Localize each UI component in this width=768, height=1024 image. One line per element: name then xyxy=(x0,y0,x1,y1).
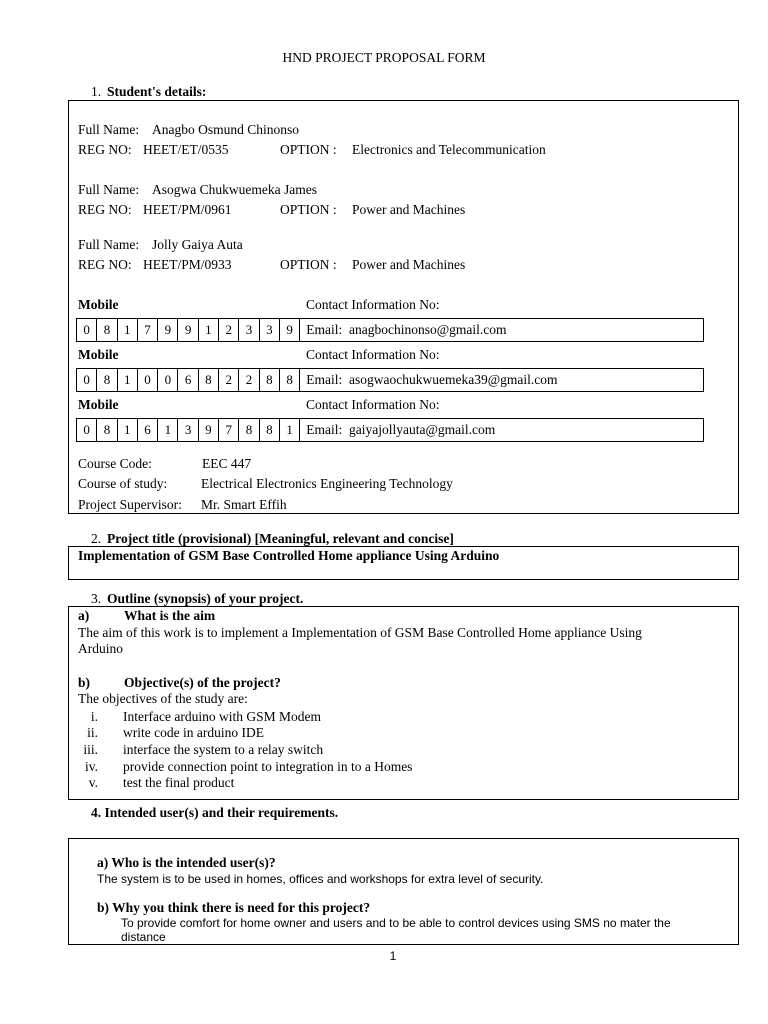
form-title: HND PROJECT PROPOSAL FORM xyxy=(282,50,486,65)
course-study-label: Course of study: xyxy=(78,476,168,491)
digit-cell: 7 xyxy=(138,319,158,341)
email-cell-1 xyxy=(300,319,703,341)
section2-number: 2. xyxy=(91,531,102,546)
section3-number: 3. xyxy=(91,591,102,606)
digit-cell: 0 xyxy=(77,319,97,341)
contact-row-3 xyxy=(76,418,704,442)
digit-cell: 1 xyxy=(280,419,300,441)
email-value: anagbochinonso@gmail.com xyxy=(349,322,507,337)
contact-row-2 xyxy=(76,368,704,392)
course-code: EEC 447 xyxy=(202,456,252,471)
objective-number: ii. xyxy=(87,725,98,740)
email-label: Email: xyxy=(306,372,343,387)
users-answer-b-line1: To provide comfort for home owner and users and to be able to control devices using SMS no mater the xyxy=(121,916,671,930)
course-code-label: Course Code: xyxy=(78,456,152,471)
digit-cell: 8 xyxy=(199,369,219,391)
digit-cell: 2 xyxy=(219,369,239,391)
digit-cell: 8 xyxy=(239,419,259,441)
digit-cell: 8 xyxy=(260,369,280,391)
contact-label-2: Contact Information No: xyxy=(306,347,440,362)
objectives-heading: Objective(s) of the project? xyxy=(124,675,281,690)
student3-reg: HEET/PM/0933 xyxy=(143,257,232,272)
objective-text: interface the system to a relay switch xyxy=(123,742,324,757)
contact-row-1 xyxy=(76,318,704,342)
email-label: Email: xyxy=(306,422,343,437)
student2-option-label: OPTION : xyxy=(280,202,337,217)
supervisor: Mr. Smart Effih xyxy=(201,497,287,512)
page-number: 1 xyxy=(389,949,397,963)
supervisor-label: Project Supervisor: xyxy=(78,497,182,512)
digit-cell: 8 xyxy=(260,419,280,441)
project-title: Implementation of GSM Base Controlled Home appliance Using Arduino xyxy=(78,548,500,563)
student3-name-label: Full Name: xyxy=(78,237,140,252)
digit-cell: 1 xyxy=(118,419,138,441)
digit-cell: 0 xyxy=(158,369,178,391)
aim-text-line1: The aim of this work is to implement a Implementation of GSM Base Controlled Home appliance Using xyxy=(78,625,642,640)
digit-cell: 3 xyxy=(260,319,280,341)
objectives-intro: The objectives of the study are: xyxy=(78,691,248,706)
student1-reg-label: REG NO: xyxy=(78,142,132,157)
objective-number: i. xyxy=(90,709,98,724)
users-answer-a: The system is to be used in homes, offices and workshops for extra level of security. xyxy=(97,872,544,886)
aim-heading: What is the aim xyxy=(124,608,216,623)
section1-number: 1. xyxy=(91,84,102,99)
objective-number: iv. xyxy=(85,759,98,774)
digit-cell: 8 xyxy=(97,319,117,341)
digit-cell: 3 xyxy=(239,319,259,341)
digit-cell: 2 xyxy=(219,319,239,341)
aim-text-line2: Arduino xyxy=(78,641,123,656)
objective-text: Interface arduino with GSM Modem xyxy=(123,709,321,724)
digit-cell: 9 xyxy=(280,319,300,341)
student2-name-label: Full Name: xyxy=(78,182,140,197)
student2-reg: HEET/PM/0961 xyxy=(143,202,232,217)
digit-cell: 3 xyxy=(178,419,198,441)
users-answer-b-line2: distance xyxy=(121,930,166,944)
student2-name: Asogwa Chukwuemeka James xyxy=(152,182,317,197)
objective-number: v. xyxy=(88,775,98,790)
digit-cell: 1 xyxy=(118,369,138,391)
mobile-label-1: Mobile xyxy=(78,297,119,312)
objective-text: provide connection point to integration in to a Homes xyxy=(123,759,413,774)
student1-option: Electronics and Telecommunication xyxy=(352,142,546,157)
digit-cell: 9 xyxy=(178,319,198,341)
contact-label-3: Contact Information No: xyxy=(306,397,440,412)
mobile-label-3: Mobile xyxy=(78,397,119,412)
aim-label: a) xyxy=(78,608,90,623)
section2-heading: Project title (provisional) [Meaningful, relevant and concise] xyxy=(107,531,454,546)
objectives-label: b) xyxy=(78,675,91,690)
digit-cell: 0 xyxy=(77,419,97,441)
student3-reg-label: REG NO: xyxy=(78,257,132,272)
student2-reg-label: REG NO: xyxy=(78,202,132,217)
objective-text: test the final product xyxy=(123,775,235,790)
digit-cell: 6 xyxy=(138,419,158,441)
digit-cell: 1 xyxy=(199,319,219,341)
digit-cell: 6 xyxy=(178,369,198,391)
email-value: asogwaochukwuemeka39@gmail.com xyxy=(349,372,558,387)
student1-name: Anagbo Osmund Chinonso xyxy=(152,122,300,137)
digit-cell: 7 xyxy=(219,419,239,441)
email-label: Email: xyxy=(306,322,343,337)
email-value: gaiyajollyauta@gmail.com xyxy=(349,422,496,437)
section3-heading: Outline (synopsis) of your project. xyxy=(107,591,304,606)
digit-cell: 1 xyxy=(118,319,138,341)
email-cell-3 xyxy=(300,419,703,441)
student1-option-label: OPTION : xyxy=(280,142,337,157)
student3-name: Jolly Gaiya Auta xyxy=(152,237,243,252)
digit-cell: 9 xyxy=(199,419,219,441)
section4-heading: 4. Intended user(s) and their requirements. xyxy=(91,805,339,820)
student3-option-label: OPTION : xyxy=(280,257,337,272)
contact-label-1: Contact Information No: xyxy=(306,297,440,312)
student2-option: Power and Machines xyxy=(352,202,466,217)
digit-cell: 2 xyxy=(239,369,259,391)
digit-cell: 9 xyxy=(158,319,178,341)
users-question-a: a) Who is the intended user(s)? xyxy=(97,855,276,870)
course-study: Electrical Electronics Engineering Technology xyxy=(201,476,453,491)
users-question-b: b) Why you think there is need for this project? xyxy=(97,900,371,915)
student3-option: Power and Machines xyxy=(352,257,466,272)
digit-cell: 0 xyxy=(77,369,97,391)
mobile-label-2: Mobile xyxy=(78,347,119,362)
section1-heading: Student's details: xyxy=(107,84,207,99)
student1-reg: HEET/ET/0535 xyxy=(143,142,229,157)
objective-number: iii. xyxy=(83,742,98,757)
student1-name-label: Full Name: xyxy=(78,122,140,137)
digit-cell: 8 xyxy=(97,419,117,441)
digit-cell: 0 xyxy=(138,369,158,391)
digit-cell: 1 xyxy=(158,419,178,441)
digit-cell: 8 xyxy=(97,369,117,391)
email-cell-2 xyxy=(300,369,703,391)
digit-cell: 8 xyxy=(280,369,300,391)
objective-text: write code in arduino IDE xyxy=(123,725,264,740)
